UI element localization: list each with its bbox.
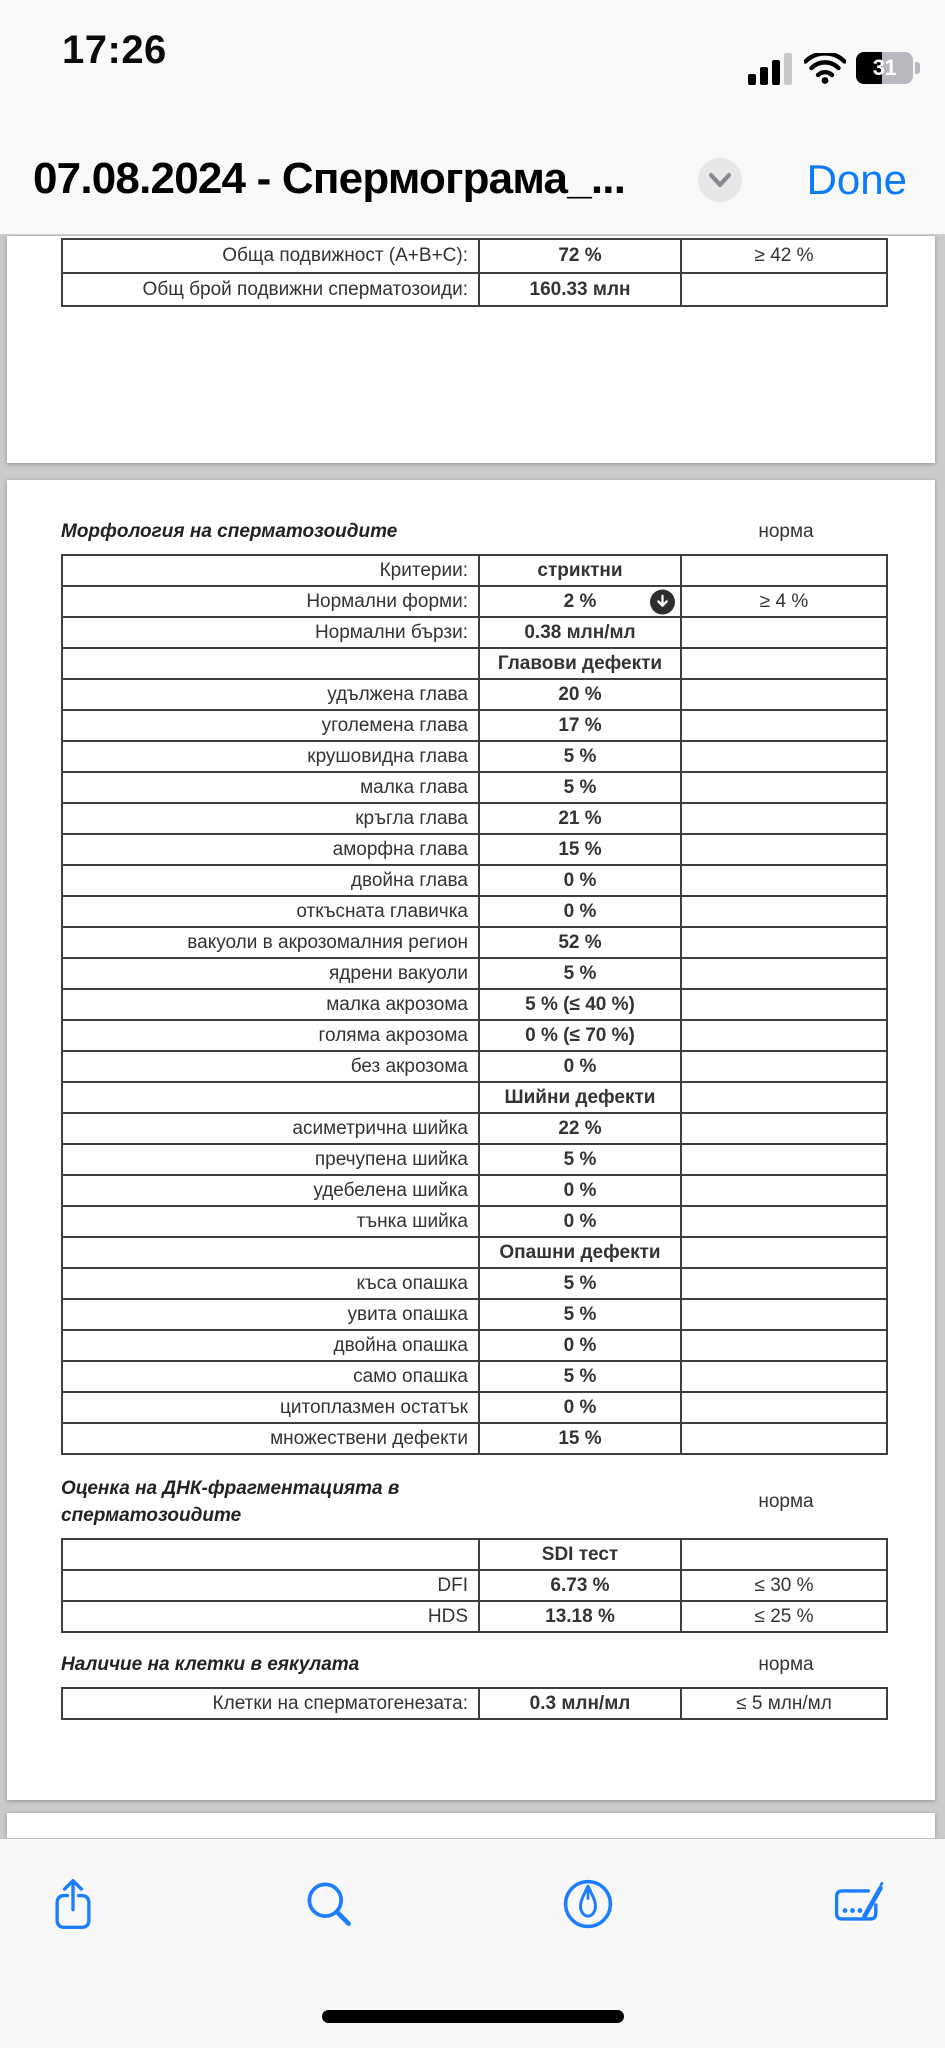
table-row <box>63 1021 886 1052</box>
search-icon <box>301 1876 357 1932</box>
row-label: откъсната главичка <box>63 897 480 926</box>
pdf-page-2 <box>7 480 935 1800</box>
row-norm <box>682 959 886 988</box>
row-norm: ≥ 4 % <box>759 590 809 612</box>
row-label: ядрени вакуоли <box>63 959 480 988</box>
down-arrow-marker-icon <box>650 589 675 614</box>
row-label: Нормални бързи: <box>63 618 480 647</box>
table-row <box>63 1362 886 1393</box>
row-norm <box>682 1176 886 1205</box>
row-label: крушовидна глава <box>63 742 480 771</box>
table-row <box>63 1052 886 1083</box>
table-row <box>63 835 886 866</box>
row-label: двойна глава <box>63 866 480 895</box>
row-norm <box>682 618 886 647</box>
row-value: SDI тест <box>480 1540 682 1569</box>
row-label: Общ брой подвижни сперматозоиди: <box>63 274 480 305</box>
row-value: 0 % <box>480 1393 682 1422</box>
table-section-header-row <box>63 1238 886 1269</box>
row-norm: ≤ 5 млн/мл <box>736 1692 832 1714</box>
motility-table <box>61 238 888 307</box>
top-header <box>0 0 945 235</box>
row-value: 0.3 млн/мл <box>480 1689 682 1718</box>
table-row <box>63 773 886 804</box>
table-row <box>63 711 886 742</box>
row-value: 0 % <box>480 866 682 895</box>
section-header-dna-fragmentation <box>61 1475 888 1529</box>
row-label <box>63 649 480 678</box>
search-button[interactable] <box>301 1876 357 1932</box>
row-label: удебелена шийка <box>63 1176 480 1205</box>
row-value: 5 % <box>480 773 682 802</box>
table-row <box>63 742 886 773</box>
row-value: 52 % <box>480 928 682 957</box>
table-row <box>63 1114 886 1145</box>
row-label: Критерии: <box>63 556 480 585</box>
battery-percent-text: 31 <box>872 55 897 80</box>
row-norm <box>682 835 886 864</box>
markup-button[interactable] <box>560 1876 616 1932</box>
row-norm <box>682 1540 886 1569</box>
morphology-table <box>61 554 888 1455</box>
row-value: Главови дефекти <box>480 649 682 678</box>
row-norm <box>682 1393 886 1422</box>
row-value: 0 % <box>480 1207 682 1236</box>
table-row <box>63 1176 886 1207</box>
table-row <box>63 1207 886 1238</box>
row-label: тънка шийка <box>63 1207 480 1236</box>
dna-fragmentation-table <box>61 1538 888 1633</box>
row-value: 17 % <box>480 711 682 740</box>
row-value: 21 % <box>480 804 682 833</box>
norm-column-header: норма <box>758 1653 814 1675</box>
table-row <box>63 804 886 835</box>
row-value: 5 % (≤ 40 %) <box>480 990 682 1019</box>
row-norm <box>682 866 886 895</box>
row-label: множествени дефекти <box>63 1424 480 1453</box>
row-value: 0 % <box>480 897 682 926</box>
table-row <box>63 556 886 587</box>
row-value: 2 % <box>480 587 682 616</box>
row-value: 5 % <box>480 1300 682 1329</box>
table-row <box>63 274 886 305</box>
row-label: аморфна глава <box>63 835 480 864</box>
wifi-icon <box>804 53 846 84</box>
table-row <box>63 618 886 649</box>
row-label: малка глава <box>63 773 480 802</box>
row-norm: ≤ 30 % <box>754 1574 814 1596</box>
table-row <box>63 897 886 928</box>
table-row <box>63 959 886 990</box>
battery-icon <box>856 52 913 84</box>
row-value: 5 % <box>480 1362 682 1391</box>
table-row <box>63 680 886 711</box>
row-value: 0 % <box>480 1176 682 1205</box>
row-value: 0 % <box>480 1052 682 1081</box>
table-row <box>63 1393 886 1424</box>
table-row <box>63 990 886 1021</box>
home-indicator[interactable] <box>322 2010 624 2023</box>
row-value: 0.38 млн/мл <box>480 618 682 647</box>
row-norm <box>682 897 886 926</box>
row-label: двойна опашка <box>63 1331 480 1360</box>
row-norm <box>682 990 886 1019</box>
table-section-header-row <box>63 1083 886 1114</box>
table-section-header-row <box>63 1540 886 1571</box>
row-label: голяма акрозома <box>63 1021 480 1050</box>
norm-column-header: норма <box>758 1491 814 1512</box>
row-label: цитоплазмен остатък <box>63 1393 480 1422</box>
section-header-cells-in-ejaculate <box>61 1651 888 1678</box>
row-norm <box>682 1021 886 1050</box>
section-header-morphology <box>61 518 888 545</box>
row-norm <box>682 773 886 802</box>
section-title: Оценка на ДНК-фрагментацията в сперматозоидите <box>61 1478 400 1526</box>
table-row <box>63 1602 886 1631</box>
row-norm <box>682 1300 886 1329</box>
section-title: Наличие на клетки в еякулата <box>61 1654 360 1675</box>
row-norm <box>682 1207 886 1236</box>
row-norm <box>682 1083 886 1112</box>
row-label: малка акрозома <box>63 990 480 1019</box>
row-norm <box>682 1331 886 1360</box>
row-label <box>63 1083 480 1112</box>
row-label: увита опашка <box>63 1300 480 1329</box>
cellular-signal-icon <box>748 52 794 85</box>
row-norm <box>682 1145 886 1174</box>
row-norm <box>682 680 886 709</box>
row-label <box>63 1238 480 1267</box>
table-row <box>63 1269 886 1300</box>
row-value: 5 % <box>480 959 682 988</box>
row-norm <box>682 742 886 771</box>
table-row <box>63 1300 886 1331</box>
row-norm <box>682 1362 886 1391</box>
markup-pen-icon <box>560 1876 616 1932</box>
row-label: удължена глава <box>63 680 480 709</box>
chevron-down-icon <box>708 172 732 188</box>
row-value: 5 % <box>480 742 682 771</box>
signature-icon <box>831 1876 887 1932</box>
row-value: 0 % <box>480 1331 682 1360</box>
row-label: къса опашка <box>63 1269 480 1298</box>
table-row <box>63 1145 886 1176</box>
document-title: 07.08.2024 - Спермограма_... <box>33 154 626 203</box>
table-row <box>63 1424 886 1453</box>
row-value: 72 % <box>480 240 682 272</box>
row-label: асиметрична шийка <box>63 1114 480 1143</box>
row-value: 20 % <box>480 680 682 709</box>
table-row <box>63 1689 886 1718</box>
status-time: 17:26 <box>62 28 167 72</box>
row-value: 15 % <box>480 835 682 864</box>
row-value: 0 % (≤ 70 %) <box>480 1021 682 1050</box>
row-norm <box>682 556 886 585</box>
row-norm <box>682 1052 886 1081</box>
table-section-header-row <box>63 649 886 680</box>
row-norm <box>682 1269 886 1298</box>
row-label: пречупена шийка <box>63 1145 480 1174</box>
row-label: без акрозома <box>63 1052 480 1081</box>
table-row <box>63 587 886 618</box>
row-label: HDS <box>63 1602 480 1631</box>
fill-sign-button[interactable] <box>831 1876 887 1932</box>
norm-column-header: норма <box>758 520 814 542</box>
table-row <box>63 1571 886 1602</box>
row-value: 6.73 % <box>480 1571 682 1600</box>
share-button[interactable] <box>45 1876 101 1932</box>
row-value: 5 % <box>480 1269 682 1298</box>
battery-nub <box>915 62 920 74</box>
row-value: Шийни дефекти <box>480 1083 682 1112</box>
row-label: кръгла глава <box>63 804 480 833</box>
row-norm <box>682 1238 886 1267</box>
table-row <box>63 928 886 959</box>
row-value: Опашни дефекти <box>480 1238 682 1267</box>
done-button[interactable]: Done <box>806 156 907 203</box>
pdf-page-3 <box>7 1813 935 1838</box>
table-row <box>63 240 886 274</box>
row-label: само опашка <box>63 1362 480 1391</box>
row-label: Обща подвижност (А+В+С): <box>63 240 480 272</box>
section-title: Морфология на сперматозоидите <box>61 521 398 542</box>
table-row <box>63 866 886 897</box>
row-norm <box>682 804 886 833</box>
table-row <box>63 1331 886 1362</box>
row-value: 15 % <box>480 1424 682 1453</box>
share-icon <box>45 1876 101 1932</box>
row-norm <box>682 1114 886 1143</box>
row-label: Клетки на сперматогенезата: <box>63 1689 480 1718</box>
row-value: 160.33 млн <box>480 274 682 305</box>
row-norm <box>682 711 886 740</box>
row-norm: ≥ 42 % <box>754 245 814 266</box>
row-label: DFI <box>63 1571 480 1600</box>
pdf-page-1 <box>7 236 935 463</box>
row-norm <box>682 1424 886 1453</box>
row-norm: ≤ 25 % <box>754 1605 814 1627</box>
row-value: стриктни <box>480 556 682 585</box>
row-value: 5 % <box>480 1145 682 1174</box>
row-value: 22 % <box>480 1114 682 1143</box>
row-label: вакуоли в акрозомалния регион <box>63 928 480 957</box>
row-label: Нормални форми: <box>63 587 480 616</box>
row-label <box>63 1540 480 1569</box>
title-chevron-down-button[interactable] <box>698 158 742 202</box>
cells-table <box>61 1687 888 1720</box>
row-value: 13.18 % <box>480 1602 682 1631</box>
row-norm <box>682 274 886 305</box>
row-norm <box>682 649 886 678</box>
row-norm <box>682 928 886 957</box>
row-label: уголемена глава <box>63 711 480 740</box>
